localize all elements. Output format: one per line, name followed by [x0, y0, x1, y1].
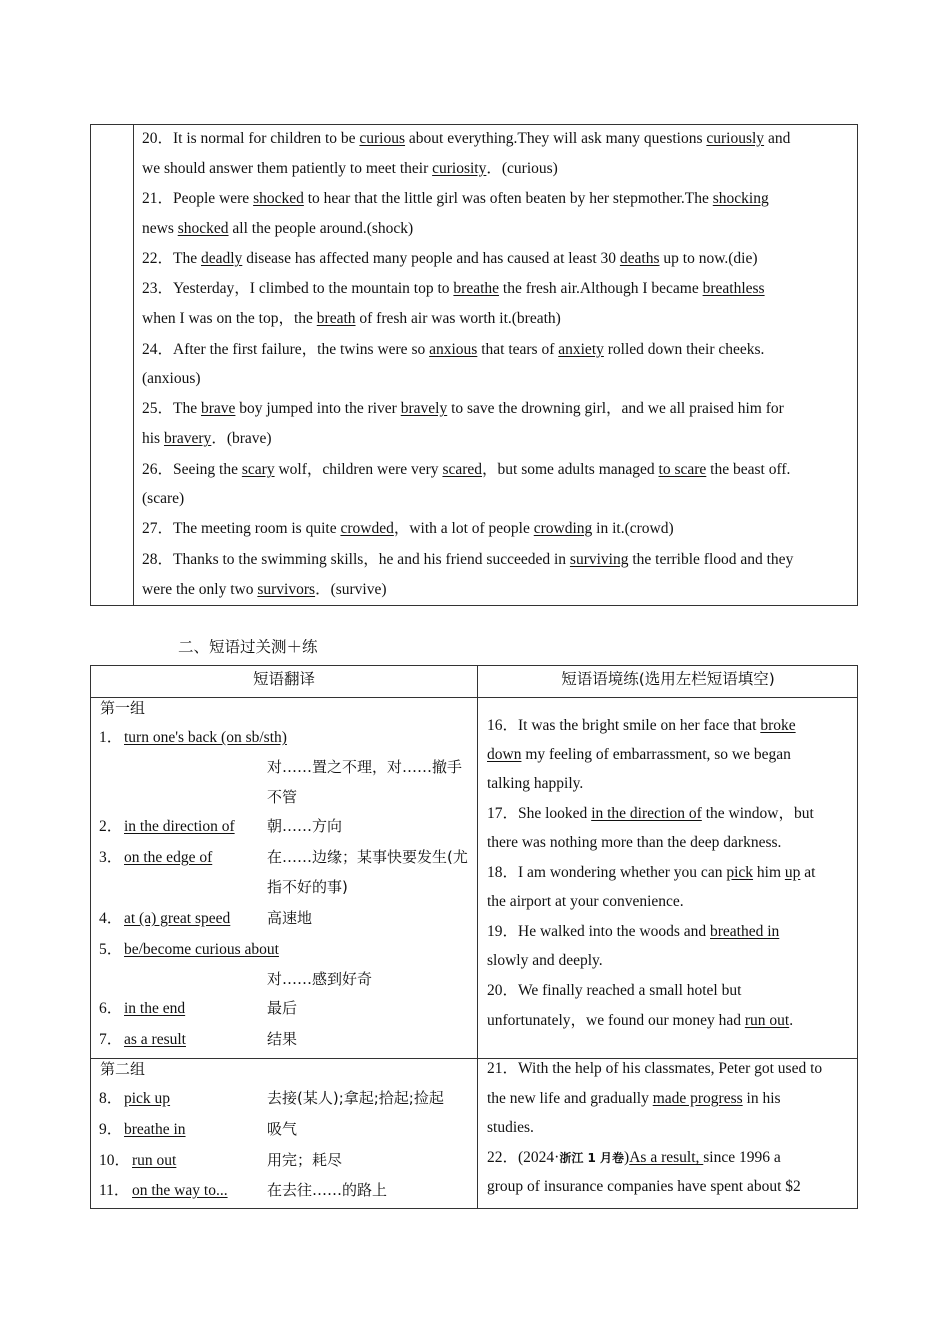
sentence-text: in it.(crowd)	[592, 520, 674, 537]
sentence-text: wolf，children were very	[274, 461, 443, 478]
answer-blank: curious	[359, 130, 406, 147]
sentence-text: the terrible flood and they	[628, 551, 794, 568]
sentence-text: at	[800, 864, 816, 881]
sentence-text: ，with a lot of people	[393, 520, 534, 537]
answer-blank: scared	[442, 461, 483, 478]
sentence-text: the window，but	[701, 805, 814, 822]
phrase-text: in the direction of	[124, 818, 235, 835]
exercise-line	[142, 579, 387, 601]
sentence-text: 20．It is normal for children to be	[142, 130, 360, 147]
answer-blank: bravely	[400, 400, 448, 417]
phrase-text: as a result	[124, 1031, 186, 1048]
sentence-text: unfortunately，we found our money had	[487, 1012, 745, 1029]
sentence-text: 21．People were	[142, 190, 254, 207]
sentence-text: the fresh air.Although I became	[499, 280, 703, 297]
phrase-number: 9．	[99, 1121, 123, 1138]
sentence-text: 17．She looked	[487, 805, 592, 822]
practice-line	[487, 1117, 534, 1139]
phrase-text: pick up	[124, 1090, 171, 1107]
answer-blank: up	[784, 864, 801, 881]
header-phrase-context-practice: 短语语境练(选用左栏短语填空)	[561, 670, 775, 688]
sentence-text: 20．We finally reached a small hotel but	[487, 982, 742, 999]
sentence-text: and	[764, 130, 791, 147]
practice-line	[487, 773, 583, 795]
answer-blank: made progress	[652, 1090, 743, 1107]
sentence-text: when I was on the top，the	[142, 310, 317, 327]
sentence-text: we should answer them patiently to meet their	[142, 160, 433, 177]
phrase-text: be/become curious about	[124, 941, 279, 958]
sentence-text: the beast off.	[706, 461, 791, 478]
answer-blank: crowded	[340, 520, 394, 537]
answer-blank: run out	[744, 1012, 790, 1029]
answer-blank: shocked	[177, 220, 229, 237]
sentence-text: ．(curious)	[486, 160, 558, 177]
exercise-line	[142, 398, 784, 420]
phrase-number: 7．	[99, 1031, 123, 1048]
answer-blank: breathed in	[710, 923, 780, 940]
sentence-text: to save the drowning girl，and we all praised him for	[447, 400, 784, 417]
answer-blank: breathe	[453, 280, 500, 297]
sentence-text: 22．(2024·	[487, 1149, 560, 1166]
phrase-meaning: 对……感到好奇	[267, 970, 373, 988]
sentence-text: ．(brave)	[211, 430, 272, 447]
phrase-number: 1．	[99, 729, 123, 746]
sentence-text: )	[624, 1149, 630, 1166]
phrase-table	[90, 665, 858, 1209]
sentence-text: group of insurance companies have spent about $2	[487, 1178, 801, 1195]
answer-blank: bravery	[163, 430, 212, 447]
answer-blank: broke	[760, 717, 796, 734]
phrase-number: 6．	[99, 1000, 123, 1017]
sentence-text: 28．Thanks to the swimming skills，he and his friend succeeded in	[142, 551, 570, 568]
practice-line	[487, 744, 791, 766]
sentence-text: 22．The	[142, 250, 201, 267]
exercise-line	[142, 518, 674, 540]
sentence-text: 21．With the help of his classmates, Peter got used to	[487, 1060, 823, 1077]
phrase-meaning: 在……边缘；某事快要发生(尤指不好的事)	[267, 848, 468, 896]
sentence-text: studies.	[487, 1119, 534, 1136]
answer-blank: to scare	[658, 461, 707, 478]
answer-blank: deaths	[619, 250, 660, 267]
sentence-text: the new life and gradually	[487, 1090, 653, 1107]
practice-line	[487, 862, 815, 884]
phrase-number: 4．	[99, 910, 123, 927]
sentence-text: .	[789, 1012, 794, 1029]
sentence-text: the airport at your convenience.	[487, 893, 684, 910]
phrase-meaning: 朝……方向	[267, 817, 343, 835]
phrase-meaning: 吸气	[267, 1120, 298, 1138]
sentence-text: ，but some adults managed	[482, 461, 659, 478]
exercise-line	[142, 549, 793, 571]
answer-blank: brave	[200, 400, 236, 417]
sentence-text: my feeling of embarrassment, so we began	[521, 746, 791, 763]
answer-blank: shocked	[253, 190, 304, 207]
sentence-text: 26．Seeing the	[142, 461, 242, 478]
phrase-meaning: 结果	[267, 1030, 298, 1048]
exercise-line	[142, 248, 758, 270]
answer-blank: pick	[726, 864, 754, 881]
exercise-line	[142, 339, 764, 361]
sentence-text: up to now.(die)	[659, 250, 758, 267]
practice-line	[487, 1010, 793, 1032]
sentence-text: 23．Yesterday，I climbed to the mountain top to	[142, 280, 454, 297]
sentence-text: to hear that the little girl was often beaten by her stepmother.The	[303, 190, 713, 207]
answer-blank: deadly	[200, 250, 243, 267]
sentence-text: news	[142, 220, 178, 237]
phrase-text: on the edge of	[124, 849, 213, 866]
answer-blank: surviving	[569, 551, 629, 568]
sentence-text: slowly and deeply.	[487, 952, 603, 969]
phrase-number: 2．	[99, 818, 123, 835]
practice-line	[487, 921, 779, 943]
answer-blank: curiously	[706, 130, 765, 147]
phrase-meaning: 最后	[267, 999, 298, 1017]
practice-line	[487, 950, 603, 972]
source-tag: 浙江 1 月卷	[559, 1151, 625, 1165]
sentence-text: of fresh air was worth it.(breath)	[355, 310, 561, 327]
phrase-text: at (a) great speed	[124, 910, 231, 927]
sentence-text: there was nothing more than the deep darkness.	[487, 834, 782, 851]
answer-blank: breath	[316, 310, 356, 327]
phrase-number: 10．	[99, 1152, 131, 1169]
sentence-text: him	[753, 864, 785, 881]
section-title: 二、短语过关测＋练	[178, 638, 318, 656]
phrase-number: 8．	[99, 1090, 123, 1107]
phrase-meaning: 去接(某人);拿起;拾起;捡起	[267, 1089, 444, 1107]
answer-blank: anxiety	[558, 341, 604, 358]
sentence-text: all the people around.(shock)	[228, 220, 414, 237]
sentence-text: (anxious)	[142, 370, 201, 387]
practice-line	[487, 832, 781, 854]
sentence-text: that tears of	[477, 341, 559, 358]
sentence-text: were the only two	[142, 581, 258, 598]
sentence-text: ．(survive)	[315, 581, 387, 598]
phrase-number: 11．	[99, 1182, 130, 1199]
practice-line	[487, 1147, 781, 1169]
table-column-divider	[477, 666, 478, 1208]
sentence-text: disease has affected many people and has caused at least 30	[242, 250, 620, 267]
practice-line	[487, 1176, 801, 1198]
header-phrase-translation: 短语翻译	[252, 670, 315, 688]
phrase-meaning: 用完；耗尽	[267, 1151, 343, 1169]
sentence-text: 24．After the first failure，the twins were so	[142, 341, 430, 358]
exercise-line	[142, 158, 558, 180]
exercise-line	[142, 188, 769, 210]
answer-blank: curiosity	[432, 160, 487, 177]
sentence-text: boy jumped into the river	[235, 400, 401, 417]
answer-blank: As a result,	[629, 1149, 704, 1166]
exercise-line	[142, 428, 272, 450]
sentence-text: in his	[742, 1090, 781, 1107]
answer-blank: shocking	[712, 190, 769, 207]
answer-blank: in the direction of	[591, 805, 702, 822]
group1-label: 第一组	[100, 699, 146, 717]
exercise-line	[142, 218, 413, 240]
answer-blank: crowding	[533, 520, 593, 537]
phrase-text: run out	[132, 1152, 177, 1169]
exercise-line	[142, 128, 790, 150]
exercise-line	[142, 488, 184, 510]
practice-line	[487, 1058, 822, 1080]
phrase-meaning: 对……置之不理，对……撤手不管	[267, 758, 463, 806]
sentence-text: 25．The	[142, 400, 201, 417]
phrase-text: in the end	[124, 1000, 186, 1017]
practice-line	[487, 803, 814, 825]
group2-label: 第二组	[100, 1060, 146, 1078]
exercise-line	[142, 278, 765, 300]
sentence-text: since 1996 a	[703, 1149, 781, 1166]
phrase-meaning: 高速地	[267, 909, 313, 927]
answer-blank: scary	[241, 461, 275, 478]
phrase-text: breathe in	[124, 1121, 186, 1138]
phrase-text: turn one's back (on sb/sth)	[124, 729, 287, 746]
practice-line	[487, 1088, 781, 1110]
phrase-number: 5．	[99, 941, 123, 958]
table-header-divider	[91, 697, 857, 698]
practice-line	[487, 980, 741, 1002]
word-forms-exercise-box	[90, 124, 858, 606]
practice-line	[487, 891, 684, 913]
sentence-text: (scare)	[142, 490, 185, 507]
sentence-text: 19．He walked into the woods and	[487, 923, 710, 940]
phrase-number: 3．	[99, 849, 123, 866]
exercise-line	[142, 308, 561, 330]
exercise-line	[142, 368, 201, 390]
exercise-line	[142, 459, 790, 481]
sentence-text: 16．It was the bright smile on her face that	[487, 717, 761, 734]
practice-line	[487, 715, 796, 737]
sentence-text: his	[142, 430, 164, 447]
answer-blank: anxious	[429, 341, 478, 358]
answer-blank: survivors	[257, 581, 316, 598]
sentence-text: 18．I am wondering whether you can	[487, 864, 727, 881]
answer-blank: down	[487, 746, 522, 763]
sentence-text: talking happily.	[487, 775, 584, 792]
phrase-text: on the way to...	[132, 1182, 228, 1199]
sentence-text: rolled down their cheeks.	[603, 341, 765, 358]
sentence-text: about everything.They will ask many questions	[405, 130, 707, 147]
phrase-meaning: 在去往……的路上	[267, 1181, 388, 1199]
answer-blank: breathless	[702, 280, 765, 297]
box-left-column	[91, 125, 134, 605]
sentence-text: 27．The meeting room is quite	[142, 520, 341, 537]
